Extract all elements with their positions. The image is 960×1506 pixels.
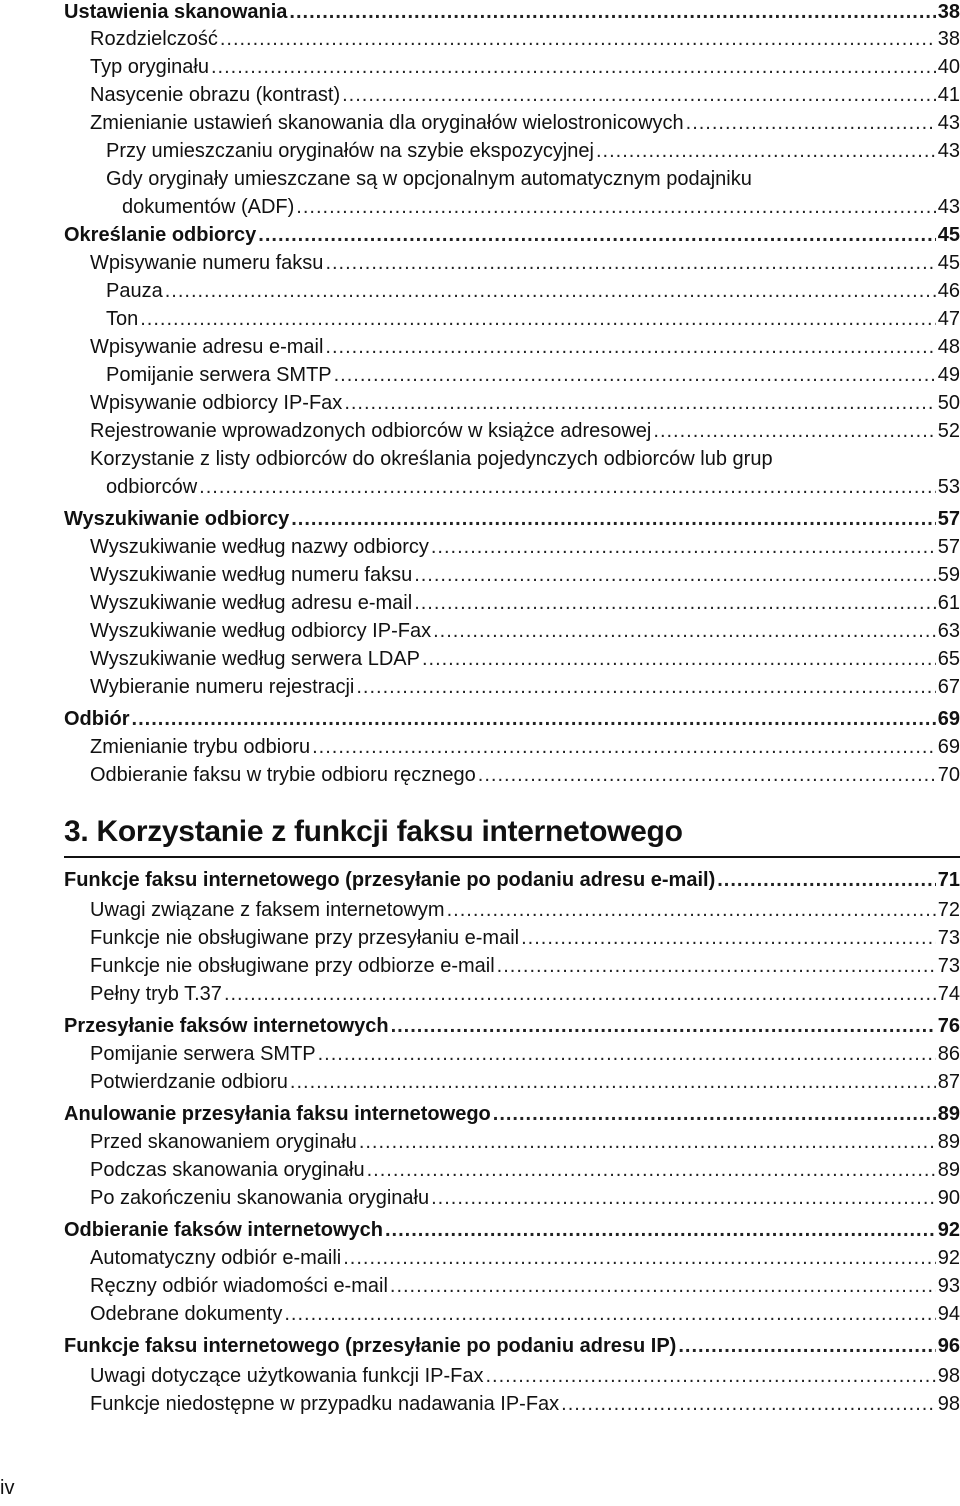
toc-entry [90,926,960,950]
dot-leader [653,419,935,443]
toc-entry [90,251,960,275]
toc-page-number: 76 [937,1015,960,1037]
toc-entry-title: Wpisywanie adresu e-mail [90,336,324,358]
toc-page-number: 49 [937,364,960,386]
dot-leader [318,1042,936,1066]
chapter-title: 3. Korzystanie z funkcji faksu internetowego [64,815,683,848]
toc-page-number: 74 [937,983,960,1005]
dot-leader [312,735,936,759]
chapter-rule [64,856,960,858]
toc-page-number: 98 [937,1393,960,1415]
dot-leader [433,619,936,643]
toc-heading [64,0,960,24]
toc-entry [90,535,960,559]
toc-entry [90,982,960,1006]
toc-page-number: 40 [937,56,960,78]
toc-entry-title: Odbieranie faksów internetowych [64,1219,383,1241]
toc-heading [64,1334,960,1358]
dot-leader [686,111,936,135]
toc-entry [90,1158,960,1182]
toc-page-number: 53 [937,476,960,498]
dot-leader [391,1014,936,1038]
toc-entry-title: dokumentów (ADF) [122,196,295,218]
toc-heading [64,707,960,731]
dot-leader [199,475,936,499]
toc-entry-title: Funkcje nie obsługiwane przy odbiorze e-mail [90,955,495,977]
toc-entry-title: Ton [106,308,139,330]
dot-leader [296,195,935,219]
dot-leader [493,1102,936,1126]
toc-page-number: 65 [937,648,960,670]
toc-page-number: 47 [937,308,960,330]
toc-page-number: 89 [937,1131,960,1153]
dot-leader [325,335,935,359]
toc-entry [106,475,960,499]
toc-page-number: 57 [937,536,960,558]
toc-entry [90,55,960,79]
dot-leader [132,707,936,731]
toc-entry [90,1246,960,1270]
toc-page-number: 38 [937,28,960,50]
toc-entry-title: Przy umieszczaniu oryginałów na szybie ekspozycyjnej [106,140,594,162]
toc-entry [90,1364,960,1388]
toc-entry-title: Nasycenie obrazu (kontrast) [90,84,341,106]
dot-leader [521,926,936,950]
toc-entry-title: Wyszukiwanie odbiorcy [64,508,290,530]
toc-heading [64,1014,960,1038]
toc-entry [90,83,960,107]
toc-entry [90,1070,960,1094]
toc-page-number: 96 [937,1335,960,1357]
toc-page-number: 89 [937,1103,960,1125]
dot-leader [367,1158,936,1182]
toc-page-number: 48 [937,336,960,358]
toc-entry-title: Wyszukiwanie według serwera LDAP [90,648,420,670]
dot-leader [211,55,936,79]
toc-entry-title: Przed skanowaniem oryginału [90,1131,357,1153]
toc-entry-title: Wyszukiwanie według nazwy odbiorcy [90,536,429,558]
dot-leader [258,223,935,247]
toc-entry-title: Pomijanie serwera SMTP [106,364,332,386]
toc-entry [90,898,960,922]
toc-entry [90,675,960,699]
toc-entry-title: Typ oryginału [90,56,209,78]
dot-leader [356,675,935,699]
toc-page-number: 71 [937,869,960,891]
toc-entry [90,1302,960,1326]
toc-entry [90,419,960,443]
toc-entry-title: odbiorców [106,476,198,498]
dot-leader [165,279,936,303]
dot-leader [344,391,935,415]
dot-leader [497,954,936,978]
toc-page-number: 69 [937,736,960,758]
toc-entry-title: Funkcje nie obsługiwane przy przesyłaniu e-mail [90,927,520,949]
toc-entry-title: Odbieranie faksu w trybie odbioru ręcznego [90,764,476,786]
toc-entry [90,563,960,587]
toc-entry-title: Rozdzielczość [90,28,218,50]
toc-entry-title: Wpisywanie odbiorcy IP-Fax [90,392,343,414]
dot-leader [359,1130,936,1154]
toc-heading [64,868,960,892]
toc-page-number: 92 [937,1219,960,1241]
dot-leader [414,591,936,615]
dot-leader [334,363,936,387]
toc-entry-title: Automatyczny odbiór e-maili [90,1247,342,1269]
toc-page-number: 73 [937,927,960,949]
toc-page-number: 45 [937,252,960,274]
toc-page-number: 98 [937,1365,960,1387]
dot-leader [291,507,936,531]
toc-page-number: 52 [937,420,960,442]
toc-entry-title: Pauza [106,280,163,302]
toc-page-number: 43 [937,112,960,134]
dot-leader [284,1302,935,1326]
toc-entry-title: Przesyłanie faksów internetowych [64,1015,389,1037]
toc-page-number: 38 [937,1,960,23]
dot-leader [414,563,936,587]
dot-leader [431,1186,936,1210]
toc-entry-title: Ustawienia skanowania [64,1,288,23]
toc-entry [90,619,960,643]
toc-entry-title: Po zakończeniu skanowania oryginału [90,1187,430,1209]
toc-entry-title: Podczas skanowania oryginału [90,1159,365,1181]
toc-entry-title: Ręczny odbiór wiadomości e-mail [90,1275,388,1297]
toc-page-number: 73 [937,955,960,977]
toc-entry [106,279,960,303]
toc-entry-title: Określanie odbiorcy [64,224,257,246]
toc-page-number: 59 [937,564,960,586]
toc-page-number: 89 [937,1159,960,1181]
toc-entry-title: Odbiór [64,708,130,730]
toc-entry-title: Uwagi dotyczące użytkowania funkcji IP-Fax [90,1365,484,1387]
toc-entry-title: Wpisywanie numeru faksu [90,252,324,274]
toc-entry-title: Anulowanie przesyłania faksu internetowego [64,1103,491,1125]
toc-entry [90,735,960,759]
toc-entry [122,195,960,219]
toc-entry-line: Korzystanie z listy odbiorców do określania pojedynczych odbiorców lub grup [90,448,773,470]
toc-entry [90,1274,960,1298]
toc-entry [90,335,960,359]
toc-page-number: 94 [937,1303,960,1325]
toc-page-number: 93 [937,1275,960,1297]
toc-entry-title: Wybieranie numeru rejestracji [90,676,355,698]
toc-entry [90,591,960,615]
toc-page-number: 45 [937,224,960,246]
toc-entry [90,647,960,671]
toc-heading [64,1102,960,1126]
toc-entry-title: Funkcje faksu internetowego (przesyłanie po podaniu adresu e-mail) [64,869,716,891]
toc-entry-title: Pełny tryb T.37 [90,983,222,1005]
dot-leader [422,647,936,671]
toc-entry [106,139,960,163]
toc-entry [90,1392,960,1416]
dot-leader [385,1218,936,1242]
toc-entry [90,111,960,135]
toc-entry-title: Funkcje niedostępne w przypadku nadawania IP-Fax [90,1393,560,1415]
toc-entry [90,391,960,415]
dot-leader [447,898,936,922]
toc-page-number: 67 [937,676,960,698]
toc-entry [90,27,960,51]
toc-entry-line: Gdy oryginały umieszczane są w opcjonalnym automatycznym podajniku [106,168,752,190]
toc-entry-title: Wyszukiwanie według odbiorcy IP-Fax [90,620,432,642]
toc-entry-title: Potwierdzanie odbioru [90,1071,288,1093]
toc-entry [90,763,960,787]
toc-heading [64,507,960,531]
dot-leader [290,1070,936,1094]
dot-leader [486,1364,936,1388]
dot-leader [342,83,936,107]
page-number: iv [0,1477,15,1499]
toc-page-number: 57 [937,508,960,530]
dot-leader [140,307,936,331]
toc-entry-title: Pomijanie serwera SMTP [90,1043,316,1065]
toc-page-number: 90 [937,1187,960,1209]
toc-page-number: 87 [937,1071,960,1093]
toc-entry-title: Zmienianie trybu odbioru [90,736,311,758]
dot-leader [220,27,936,51]
toc-page-number: 63 [937,620,960,642]
toc-page-number: 69 [937,708,960,730]
toc-entry-title: Wyszukiwanie według adresu e-mail [90,592,413,614]
toc-entry-title: Odebrane dokumenty [90,1303,283,1325]
dot-leader [478,763,936,787]
dot-leader [325,251,935,275]
dot-leader [678,1334,935,1358]
toc-page-number: 46 [937,280,960,302]
dot-leader [343,1246,936,1270]
toc-entry [90,954,960,978]
toc-page-number: 43 [937,140,960,162]
toc-heading [64,1218,960,1242]
toc-page-number: 61 [937,592,960,614]
toc-page-number: 92 [937,1247,960,1269]
toc-entry-title: Funkcje faksu internetowego (przesyłanie po podaniu adresu IP) [64,1335,677,1357]
dot-leader [596,139,936,163]
toc-entry [90,1186,960,1210]
toc-page-number: 43 [937,196,960,218]
toc-page-number: 86 [937,1043,960,1065]
dot-leader [390,1274,936,1298]
toc-entry-title: Wyszukiwanie według numeru faksu [90,564,413,586]
dot-leader [561,1392,936,1416]
toc-entry-title: Uwagi związane z faksem internetowym [90,899,445,921]
toc-page-number: 70 [937,764,960,786]
toc-page-number: 72 [937,899,960,921]
toc-page-number: 41 [937,84,960,106]
toc-heading [64,223,960,247]
dot-leader [431,535,936,559]
toc-entry [90,1042,960,1066]
toc-entry [90,1130,960,1154]
dot-leader [717,868,936,892]
dot-leader [224,982,936,1006]
toc-entry-title: Zmienianie ustawień skanowania dla oryginałów wielostronicowych [90,112,684,134]
toc-page-number: 50 [937,392,960,414]
toc-entry-title: Rejestrowanie wprowadzonych odbiorców w książce adresowej [90,420,652,442]
toc-entry [106,307,960,331]
dot-leader [289,0,935,24]
toc-entry [106,363,960,387]
